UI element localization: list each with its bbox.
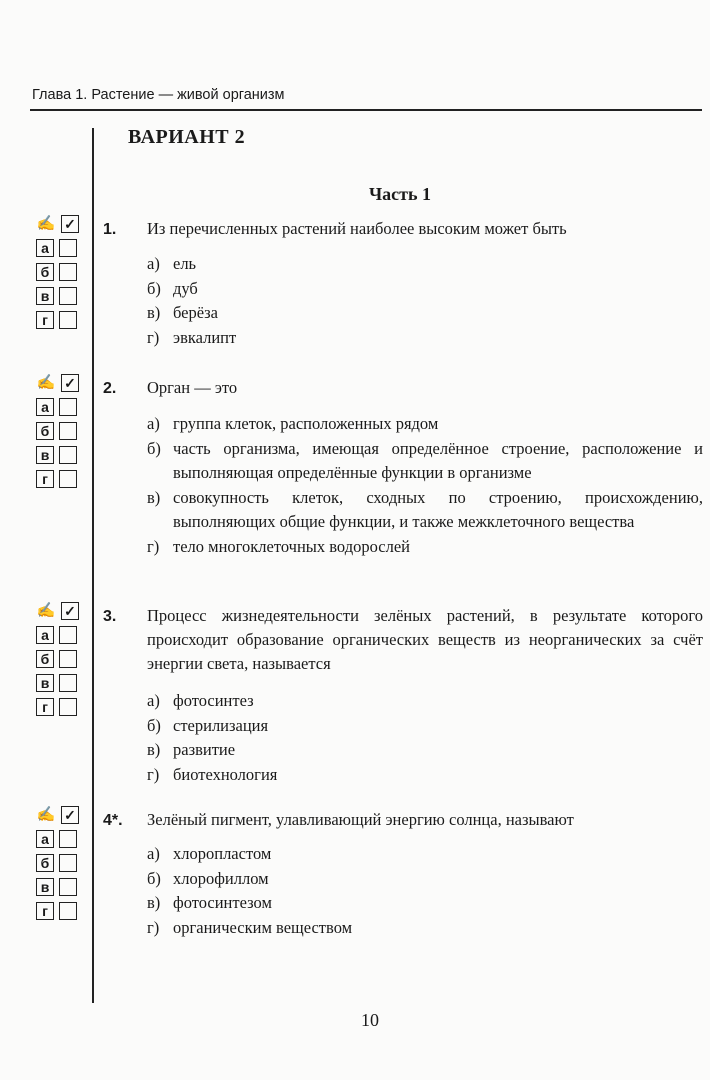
answer-boxes (36, 804, 88, 924)
answer-option (147, 326, 703, 351)
option-label: в) (147, 303, 161, 322)
answer-boxes (36, 372, 88, 492)
option-text: фотосинтез (173, 691, 254, 710)
option-text: совокупность клеток, сходных по строению, происхождению, выполняющих общие функции, и также межклеточного вещества (173, 487, 703, 531)
answer-option (147, 738, 703, 763)
answer-checkbox[interactable] (59, 311, 77, 329)
option-label: в) (147, 740, 161, 759)
option-text: биотехнология (173, 764, 278, 784)
answer-checkbox[interactable] (59, 650, 77, 668)
answer-checkbox[interactable] (59, 398, 77, 416)
option-letter-box: г (36, 470, 54, 488)
option-label: б) (147, 278, 161, 298)
answer-checkbox[interactable] (59, 902, 77, 920)
option-letter-box: б (36, 422, 54, 440)
question-number: 3. (103, 608, 117, 625)
answer-option (147, 412, 703, 437)
question-text: Из перечисленных растений наиболее высоким может быть (147, 219, 567, 238)
option-label: г) (147, 536, 160, 556)
option-letter-box: в (36, 287, 54, 305)
option-letter-box: а (36, 626, 54, 644)
option-label: б) (147, 438, 161, 458)
options-list (147, 252, 703, 350)
pencil-icon: ✍ (36, 375, 56, 391)
pencil-icon: ✍ (36, 216, 56, 232)
option-label: б) (147, 868, 161, 888)
check-icon-box: ✓ (61, 806, 79, 824)
question-number: 1. (103, 221, 117, 238)
option-letter-box: а (36, 239, 54, 257)
option-text: тело многоклеточных водорослей (173, 536, 410, 556)
option-label: в) (147, 893, 161, 912)
part-title: Часть 1 (368, 184, 432, 204)
answer-checkbox[interactable] (59, 263, 77, 281)
option-letter-box: в (36, 878, 54, 896)
options-list (147, 689, 703, 787)
answer-option (147, 891, 703, 916)
option-text: ель (173, 254, 197, 273)
pencil-icon: ✍ (36, 603, 56, 619)
question-text: Процесс жизнедеятельности зелёных растений, в результате которого происходит образование органических веществ из неорганических за счёт энергии света, называется (147, 606, 703, 673)
answer-option (147, 437, 703, 486)
option-letter-box: г (36, 311, 54, 329)
option-text: часть организма, имеющая определённое строение, расположение и выполняющая определённые функции в организме (173, 438, 703, 482)
option-label: б) (147, 715, 161, 735)
option-text: фотосинтезом (173, 893, 272, 912)
answer-option (147, 842, 703, 867)
option-label: а) (147, 414, 160, 433)
option-label: в) (147, 487, 161, 507)
check-icon-box: ✓ (61, 602, 79, 620)
question-text: Зелёный пигмент, улавливающий энергию солнца, называют (147, 810, 574, 829)
option-text: группа клеток, расположенных рядом (173, 414, 439, 433)
option-text: хлоропластом (173, 844, 272, 863)
answer-option (147, 301, 703, 326)
option-letter-box: г (36, 698, 54, 716)
answer-option (147, 252, 703, 277)
variant-title: ВАРИАНТ 2 (128, 126, 246, 148)
option-text: эвкалипт (173, 327, 237, 347)
option-letter-box: б (36, 263, 54, 281)
option-text: берёза (173, 303, 218, 322)
answer-checkbox[interactable] (59, 854, 77, 872)
question-number: 2. (103, 380, 117, 397)
header-rule (30, 109, 702, 111)
answer-boxes (36, 213, 88, 333)
answer-checkbox[interactable] (59, 446, 77, 464)
answer-checkbox[interactable] (59, 470, 77, 488)
page-number: 10 (361, 1010, 379, 1030)
pencil-icon: ✍ (36, 807, 56, 823)
option-letter-box: а (36, 830, 54, 848)
option-letter-box: б (36, 854, 54, 872)
option-label: г) (147, 764, 160, 784)
answer-checkbox[interactable] (59, 626, 77, 644)
answer-option (147, 486, 703, 535)
option-letter-box: в (36, 446, 54, 464)
answer-checkbox[interactable] (59, 422, 77, 440)
options-list (147, 412, 703, 559)
option-label: а) (147, 691, 160, 710)
answer-checkbox[interactable] (59, 674, 77, 692)
answer-option (147, 689, 703, 714)
option-text: дуб (173, 278, 198, 298)
question-number: 4*. (103, 812, 123, 829)
answer-boxes (36, 600, 88, 720)
answer-option (147, 867, 703, 892)
option-letter-box: в (36, 674, 54, 692)
answer-checkbox[interactable] (59, 878, 77, 896)
answer-checkbox[interactable] (59, 239, 77, 257)
answer-option (147, 535, 703, 560)
answer-option (147, 763, 703, 788)
check-icon-box: ✓ (61, 374, 79, 392)
answer-checkbox[interactable] (59, 698, 77, 716)
option-letter-box: б (36, 650, 54, 668)
option-label: г) (147, 327, 160, 347)
option-label: а) (147, 844, 160, 863)
option-letter-box: а (36, 398, 54, 416)
answer-checkbox[interactable] (59, 287, 77, 305)
answer-option (147, 714, 703, 739)
option-label: г) (147, 917, 160, 937)
option-text: хлорофиллом (173, 868, 269, 888)
check-icon-box: ✓ (61, 215, 79, 233)
option-text: органическим веществом (173, 917, 353, 937)
chapter-header: Глава 1. Растение — живой организм (32, 87, 285, 103)
option-text: стерилизация (173, 715, 269, 735)
answer-option (147, 277, 703, 302)
option-label: а) (147, 254, 160, 273)
option-text: развитие (173, 740, 236, 759)
answer-option (147, 916, 703, 941)
options-list (147, 842, 703, 940)
option-letter-box: г (36, 902, 54, 920)
margin-line (92, 128, 94, 1003)
question-text: Орган — это (147, 378, 238, 397)
answer-checkbox[interactable] (59, 830, 77, 848)
